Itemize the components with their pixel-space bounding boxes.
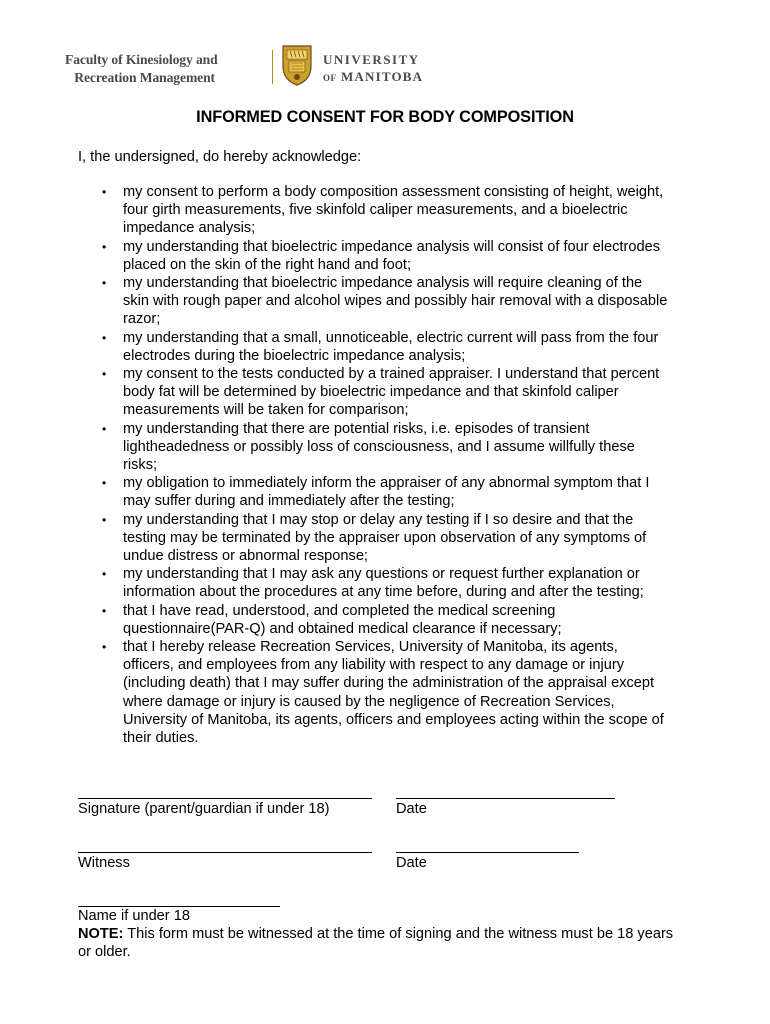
note — [78, 925, 678, 961]
name-line[interactable] — [78, 906, 280, 907]
logo-divider — [272, 50, 273, 84]
date-line-2[interactable] — [396, 852, 579, 853]
list-item — [78, 565, 698, 601]
list-item — [78, 474, 698, 510]
header-logo — [65, 42, 424, 88]
list-item-line: my consent to perform a body composition assessment consisting of height, weight, — [123, 184, 664, 200]
list-item — [78, 420, 698, 475]
university-name-line-2 — [323, 68, 423, 87]
university-name-line-1: UNIVERSITY — [323, 52, 420, 67]
list-item-line: (including death) that I may suffer during the administration of the appraisal except — [123, 675, 655, 692]
list-item-line: my understanding that I may stop or delay any testing if I so desire and that the — [123, 511, 634, 528]
list-item-line: measurements will be taken for comparison; — [123, 402, 409, 419]
faculty-name — [65, 51, 218, 87]
bullet-icon: • — [102, 476, 107, 491]
bullet-icon: • — [102, 603, 107, 618]
name-label: Name if under 18 — [78, 908, 190, 924]
list-item-line: where damage or injury is caused by the negligence of Recreation Services, — [123, 693, 615, 710]
list-item — [78, 638, 698, 747]
bullet-icon: • — [102, 367, 107, 382]
list-item-line: questionnaire(PAR-Q) and obtained medical clearance if necessary; — [123, 620, 562, 637]
list-item-line: my consent to the tests conducted by a trained appraiser. I understand that percent — [123, 366, 660, 383]
bullet-icon: • — [102, 512, 107, 527]
list-item-line: that I have read, understood, and completed the medical screening — [123, 602, 556, 619]
list-item-line: risks; — [123, 457, 158, 474]
list-item-line: their duties. — [123, 730, 199, 747]
list-item-line: body fat will be determined by bioelectric impedance and that skinfold caliper — [123, 384, 619, 401]
witness-line[interactable] — [78, 852, 372, 853]
list-item-line: skin with rough paper and alcohol wipes and possibly hair removal with a disposable — [123, 293, 668, 310]
signature-label: Signature (parent/guardian if under 18) — [78, 801, 330, 817]
university-name — [323, 51, 423, 87]
note-label: NOTE: — [78, 926, 124, 942]
university-name-of: OF — [323, 73, 337, 83]
date-label-1: Date — [396, 801, 427, 817]
university-name-manitoba: MANITOBA — [340, 69, 424, 84]
list-item-line: my understanding that bioelectric impedance analysis will require cleaning of the — [123, 275, 643, 292]
date-label-2: Date — [396, 855, 427, 871]
list-item-line: officers, and employees from any liability with respect to any damage or injury — [123, 657, 625, 674]
list-item-line: lightheadedness or possibly loss of consciousness, and I assume willfully these — [123, 438, 635, 455]
witness-label: Witness — [78, 855, 130, 871]
bullet-icon: • — [102, 239, 107, 254]
list-item-line: University of Manitoba, its agents, officers and employees acting within the scope of — [123, 711, 664, 728]
bullet-icon: • — [102, 276, 107, 291]
list-item-line: that I hereby release Recreation Services, University of Manitoba, its agents, — [123, 639, 618, 656]
list-item-line: placed on the skin of the right hand and foot; — [123, 256, 412, 273]
list-item-line: information about the procedures at any time before, during and after the testing; — [123, 584, 644, 601]
list-item-line: four girth measurements, five skinfold caliper measurements, and a bioelectric — [123, 202, 628, 219]
faculty-name-line-2: Recreation Management — [74, 70, 215, 85]
university-crest-icon — [281, 42, 313, 86]
list-item — [78, 183, 698, 238]
bullet-icon: • — [102, 567, 107, 582]
list-item — [78, 274, 698, 329]
list-item-line: undue distress or abnormal response; — [123, 548, 368, 565]
list-item-line: my understanding that I may ask any questions or request further explanation or — [123, 566, 640, 583]
list-item-line: electrodes during the bioelectric impedance analysis; — [123, 347, 466, 364]
bullet-icon: • — [102, 640, 107, 655]
list-item — [78, 511, 698, 566]
note-text: This form must be witnessed at the time of signing and the witness must be 18 years or older. — [78, 926, 674, 961]
document-title: INFORMED CONSENT FOR BODY COMPOSITION — [196, 108, 574, 126]
list-item — [78, 365, 698, 420]
list-item-line: my understanding that bioelectric impedance analysis will consist of four electrodes — [123, 238, 660, 255]
list-item — [78, 329, 698, 365]
list-item-line: impedance analysis; — [123, 220, 256, 237]
list-item — [78, 602, 698, 638]
acknowledgement-list — [78, 183, 698, 747]
faculty-name-line-1: Faculty of Kinesiology and — [65, 52, 218, 67]
bullet-icon: • — [102, 330, 107, 345]
list-item-line: razor; — [123, 311, 161, 328]
bullet-icon: • — [102, 421, 107, 436]
list-item-line: my understanding that a small, unnoticeable, electric current will pass from the four — [123, 329, 659, 346]
bullet-icon: • — [102, 185, 107, 199]
date-line-1[interactable] — [396, 798, 615, 799]
signature-line[interactable] — [78, 798, 372, 799]
list-item-line: my understanding that there are potential risks, i.e. episodes of transient — [123, 420, 590, 437]
intro-text: I, the undersigned, do hereby acknowledge: — [78, 149, 362, 165]
list-item-line: testing may be terminated by the appraiser upon observation of any symptoms of — [123, 529, 647, 546]
list-item-line: my obligation to immediately inform the appraiser of any abnormal symptom that I — [123, 475, 650, 492]
list-item-line: may suffer during and immediately after the testing; — [123, 493, 455, 510]
list-item — [78, 238, 698, 274]
